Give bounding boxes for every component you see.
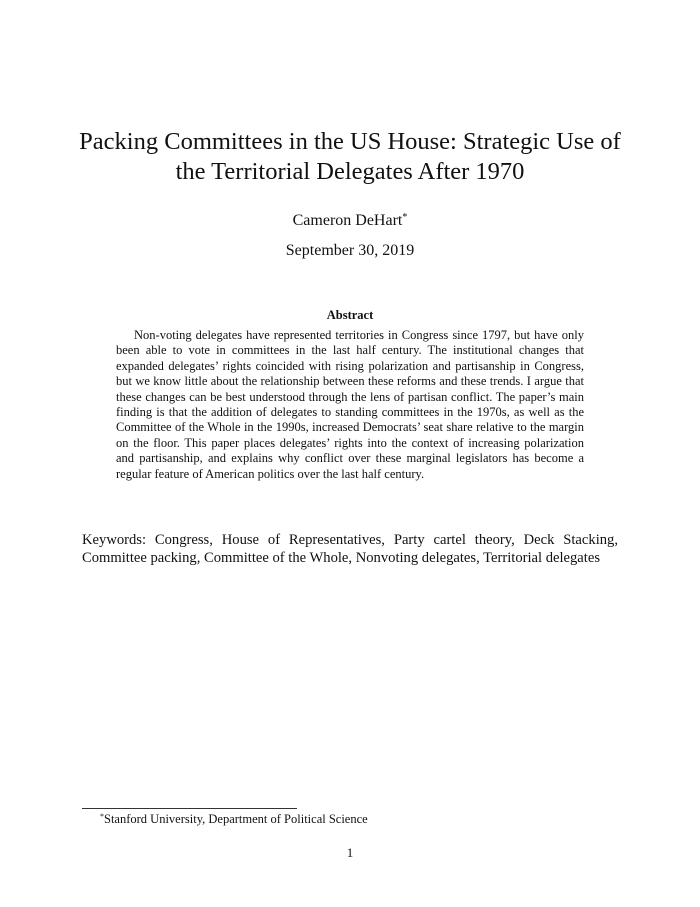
publication-date: September 30, 2019 (285, 242, 415, 259)
author-name: Cameron DeHart (292, 212, 403, 229)
footnote-mark: * (100, 812, 104, 821)
keywords: Keywords: Congress, House of Representatives, Party cartel theory, Deck Stacking, Committee packing, Committee of the Whole, Nonvoting delegates, Territorial delegates (82, 532, 618, 566)
abstract-heading: Abstract (326, 308, 374, 322)
abstract-body: Non-voting delegates have represented territories in Congress since 1797, but have only been able to vote in committees in the last half century. The institutional changes that expanded delegates’ rights coincided with rising polarization and partisanship in Congress, but we know little about the relationship between these reforms and these trends. I argue that these changes can be best understood through the lens of partisan conflict. The paper’s main finding is that the addition of delegates to standing committees in the 1970s, as well as the Committee of the Whole in the 1990s, increased Democrats’ seat share relative to the margin on the floor. This paper places delegates’ rights into the context of increasing polarization and partisanship, and explains why conflict over these marginal legislators has become a regular feature of American politics over the last half century. (116, 328, 584, 481)
page-number: 1 (346, 845, 354, 860)
footnote-text: Stanford University, Department of Political Science (104, 812, 368, 826)
author-footnote-mark: * (402, 212, 408, 223)
title-block (60, 127, 640, 261)
paper-title (60, 127, 640, 187)
abstract-section (116, 307, 584, 482)
author (60, 211, 640, 231)
title-line-2: the Territorial Delegates After 1970 (175, 158, 525, 185)
footnote (100, 811, 368, 827)
title-line-1: Packing Committees in the US House: Strategic Use of (79, 128, 621, 155)
footnote-divider (82, 808, 297, 809)
